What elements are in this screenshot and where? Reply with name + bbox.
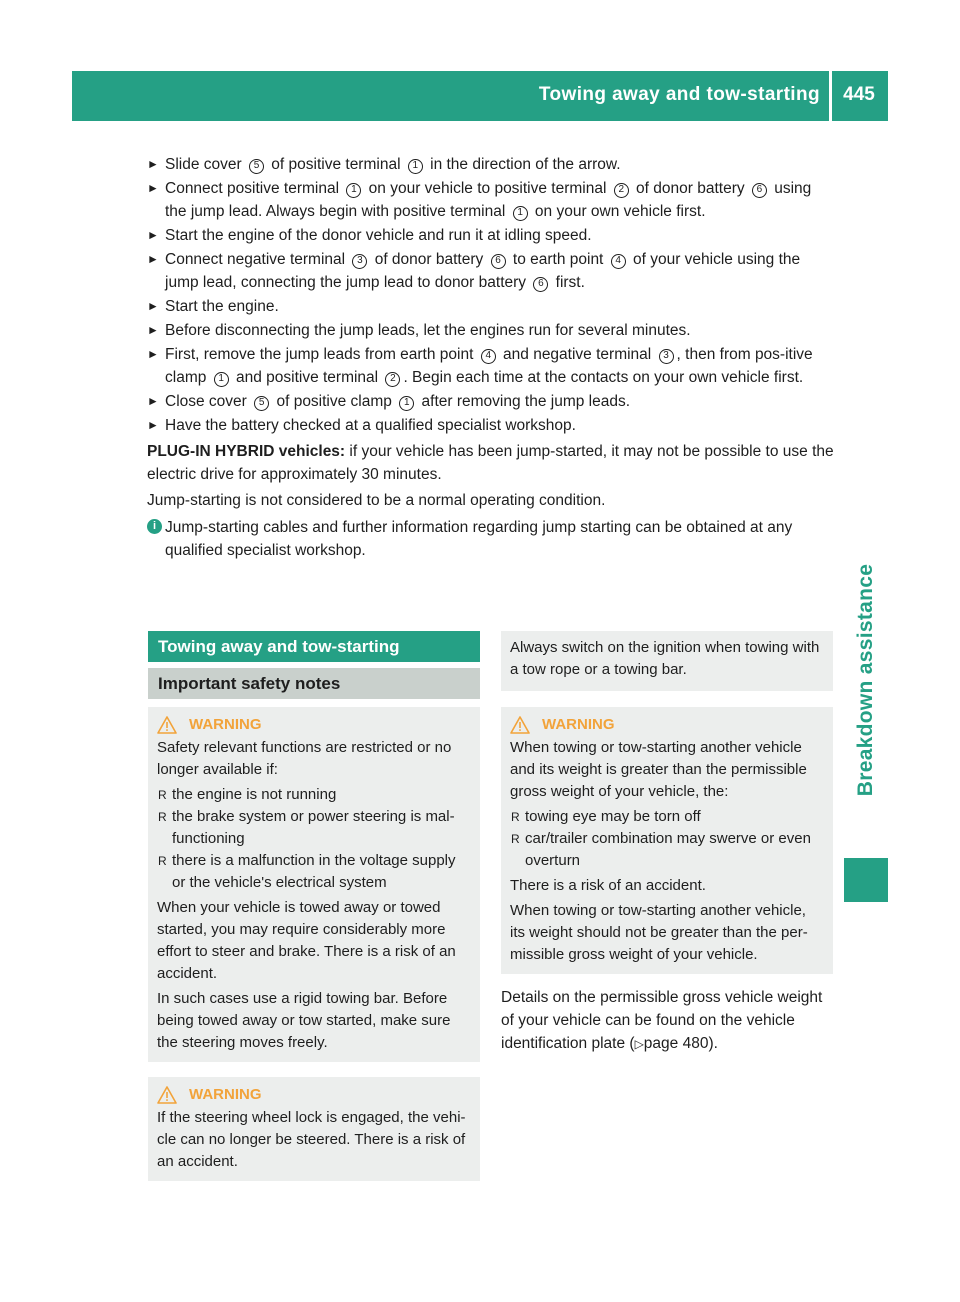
callout-number: 1 (399, 396, 414, 411)
step-text: to earth point (508, 251, 608, 268)
step-arrow-icon: ► (147, 157, 159, 171)
steps-list (147, 153, 837, 437)
chapter-label-text: Breakdown assistance (854, 563, 877, 797)
warning-box-safety (148, 707, 480, 1062)
callout-number: 6 (533, 277, 548, 292)
step-text: of donor battery (631, 180, 749, 197)
instruction-step (147, 153, 837, 176)
callout-number: 4 (481, 349, 496, 364)
callout-number: 1 (214, 372, 229, 387)
step-text: first. (551, 274, 585, 291)
step-text: in the direction of the arrow. (425, 156, 621, 173)
warning-label: WARNING (189, 1086, 262, 1103)
page-title: Towing away and tow-starting (538, 84, 820, 105)
list-item-text: the engine is not running (172, 786, 337, 803)
callout-number: 2 (385, 372, 400, 387)
warning-label: WARNING (189, 716, 262, 733)
step-text: on your own vehicle first. (530, 203, 706, 220)
details-paragraph (501, 986, 833, 1056)
instruction-step (147, 414, 837, 437)
list-item-text: towing eye may be torn off (525, 808, 701, 825)
list-item (157, 784, 471, 806)
warning-box-towing (501, 707, 833, 974)
step-text: Close cover (165, 393, 252, 410)
warning-heading (157, 1083, 471, 1107)
ignition-note-text: Always switch on the ignition when towing with a tow rope or a towing bar. (510, 639, 820, 678)
warning-icon (157, 1086, 177, 1104)
callout-number: 1 (408, 159, 423, 174)
instruction-step (147, 390, 837, 413)
instruction-step (147, 343, 837, 389)
callout-number: 3 (659, 349, 674, 364)
info-icon: i (147, 519, 162, 534)
warning-intro: Safety relevant functions are restricted or no longer available if: (157, 739, 452, 778)
bullet-marker-icon: R (511, 832, 520, 846)
step-text: Start the engine of the donor vehicle and run it at idling speed. (165, 227, 592, 244)
callout-number: 5 (249, 159, 264, 174)
step-text: after removing the jump leads. (417, 393, 631, 410)
subsection-title: Important safety notes (148, 668, 480, 699)
header-divider (829, 71, 832, 121)
jump-start-instructions (147, 153, 837, 562)
bullet-marker-icon: R (158, 854, 167, 868)
warning-paragraph: There is a risk of an accident. (510, 877, 706, 894)
warning-paragraph: When towing or tow-starting another vehicle, its weight should not be greater than the per-missible gross weight of your vehicle. (510, 902, 808, 963)
instruction-step (147, 177, 837, 223)
normal-operation-note: Jump-starting is not considered to be a normal operating condition. (147, 492, 606, 509)
callout-number: 5 (254, 396, 269, 411)
ignition-note-box (501, 631, 833, 691)
step-arrow-icon: ► (147, 347, 159, 361)
details-end: ). (708, 1035, 718, 1052)
callout-number: 3 (352, 254, 367, 269)
list-item (510, 828, 824, 872)
chapter-tab (844, 858, 888, 902)
step-text: Have the battery checked at a qualified specialist workshop. (165, 417, 576, 434)
step-arrow-icon: ► (147, 252, 159, 266)
warning-paragraph: When your vehicle is towed away or towed started, you may require considerably more effort to steer and brake. There is a risk of an accident. (157, 899, 456, 982)
list-item-text: car/trailer combination may swerve or even overturn (525, 830, 811, 869)
warning-heading (510, 713, 824, 737)
list-item (157, 806, 471, 850)
step-text: using the jump lead. Always begin with positive terminal (165, 180, 812, 220)
plugin-hybrid-text: if your vehicle has been jump-started, it may not be possible to use the electric drive for approximately 30 minutes. (147, 443, 834, 483)
instruction-step (147, 295, 837, 318)
info-note (147, 516, 837, 562)
step-arrow-icon: ► (147, 228, 159, 242)
callout-number: 2 (614, 183, 629, 198)
warning-icon (510, 716, 530, 734)
step-text: of donor battery (370, 251, 488, 268)
side-chapter-label (844, 460, 888, 900)
callout-number: 6 (752, 183, 767, 198)
left-column (148, 631, 480, 1181)
step-text: Slide cover (165, 156, 246, 173)
plugin-hybrid-label: PLUG-IN HYBRID vehicles: (147, 443, 346, 460)
details-text: Details on the permissible gross vehicle weight of your vehicle can be found on the vehicle identification plate ( (501, 989, 823, 1052)
right-column (501, 631, 833, 1056)
info-note-text: Jump-starting cables and further information regarding jump starting can be obtained at any qualified specialist workshop. (165, 519, 793, 559)
callout-number: 4 (611, 254, 626, 269)
bullet-marker-icon: R (158, 788, 167, 802)
warning-intro: When towing or tow-starting another vehicle and its weight is greater than the permissible gross weight of your vehicle, the: (510, 739, 807, 800)
step-text: , then from pos-itive clamp (165, 346, 813, 386)
step-arrow-icon: ► (147, 181, 159, 195)
bullet-marker-icon: R (511, 810, 520, 824)
callout-number: 1 (346, 183, 361, 198)
step-text: Start the engine. (165, 298, 279, 315)
warning-icon (157, 716, 177, 734)
list-item-text: the brake system or power steering is mal-functioning (172, 808, 455, 847)
callout-number: 6 (491, 254, 506, 269)
callout-number: 1 (513, 206, 528, 221)
page-ref-arrow-icon: ▷ (634, 1037, 644, 1051)
section-title: Towing away and tow-starting (148, 631, 480, 662)
list-item-text: there is a malfunction in the voltage supply or the vehicle's electrical system (172, 852, 456, 891)
step-text: on your vehicle to positive terminal (364, 180, 611, 197)
step-arrow-icon: ► (147, 394, 159, 408)
step-text: First, remove the jump leads from earth point (165, 346, 478, 363)
step-text: of positive terminal (266, 156, 405, 173)
step-arrow-icon: ► (147, 418, 159, 432)
step-text: Connect negative terminal (165, 251, 350, 268)
step-text: . Begin each time at the contacts on your own vehicle first. (403, 369, 804, 386)
warning-heading (157, 713, 471, 737)
page-number: 445 (843, 84, 875, 105)
warning-paragraph: In such cases use a rigid towing bar. Before being towed away or tow started, make sure the steering moves freely. (157, 990, 451, 1051)
step-arrow-icon: ► (147, 299, 159, 313)
plugin-hybrid-note (147, 440, 837, 486)
bullet-marker-icon: R (158, 810, 167, 824)
warning-label: WARNING (542, 716, 615, 733)
step-text: and negative terminal (498, 346, 656, 363)
header-bar (72, 71, 888, 121)
step-arrow-icon: ► (147, 323, 159, 337)
step-text: and positive terminal (231, 369, 383, 386)
step-text: of your vehicle using the jump lead, connecting the jump lead to donor battery (165, 251, 801, 291)
step-text: Connect positive terminal (165, 180, 344, 197)
warning-box-steering-lock (148, 1077, 480, 1181)
list-item (157, 850, 471, 894)
list-item (510, 806, 824, 828)
instruction-step (147, 319, 837, 342)
instruction-step (147, 248, 837, 294)
step-text: of positive clamp (272, 393, 397, 410)
page-reference-link[interactable]: page 480 (643, 1035, 709, 1052)
instruction-step (147, 224, 837, 247)
warning-paragraph: If the steering wheel lock is engaged, the vehi-cle can no longer be steered. There is a risk of an accident. (157, 1109, 466, 1170)
step-text: Before disconnecting the jump leads, let the engines run for several minutes. (165, 322, 691, 339)
